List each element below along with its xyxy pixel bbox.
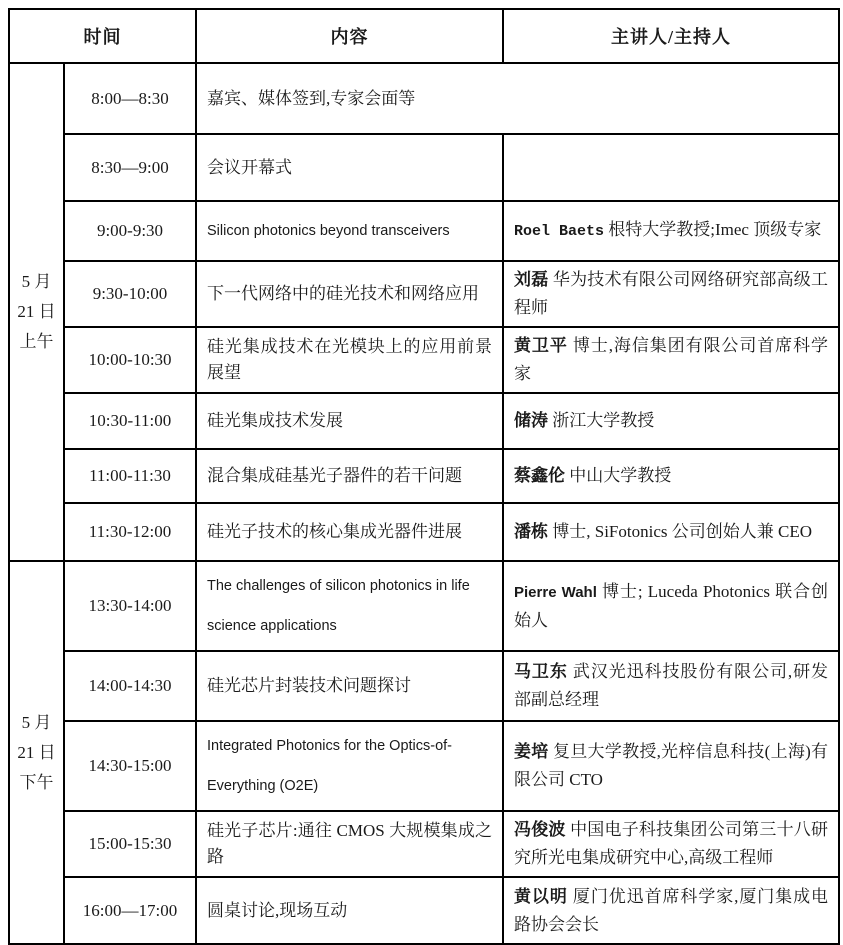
speaker-name: 潘栋 <box>514 522 548 541</box>
content-cell: 嘉宾、媒体签到,专家会面等 <box>196 63 839 134</box>
speaker-name: 刘磊 <box>514 270 549 289</box>
speaker-desc: 中山大学教授 <box>565 466 672 485</box>
table-row <box>9 393 839 449</box>
speaker-cell <box>503 877 839 944</box>
table-row <box>9 201 839 261</box>
speaker-desc: 武汉光迅科技股份有限公司,研发部副总经理 <box>514 662 828 709</box>
table-row <box>9 134 839 201</box>
content-cell: 硅光集成技术发展 <box>196 393 503 449</box>
date-cell-morning <box>9 63 64 561</box>
speaker-desc: 博士, SiFotonics 公司创始人兼 CEO <box>548 522 812 541</box>
table-row <box>9 449 839 503</box>
table-row <box>9 561 839 651</box>
header-content-col: 内容 <box>196 9 503 63</box>
header-row <box>9 9 839 63</box>
time-cell: 13:30-14:00 <box>64 561 196 651</box>
header-time-col: 时间 <box>9 9 196 63</box>
time-cell: 15:00-15:30 <box>64 811 196 877</box>
time-cell: 14:00-14:30 <box>64 651 196 721</box>
agenda-page <box>8 8 840 945</box>
date-line: 21 日 <box>17 302 56 321</box>
time-cell: 8:30—9:00 <box>64 134 196 201</box>
content-cell: The challenges of silicon photonics in life science applications <box>196 561 503 651</box>
table-row <box>9 651 839 721</box>
date-cell-afternoon <box>9 561 64 944</box>
speaker-name: 冯俊波 <box>514 820 566 839</box>
table-row <box>9 877 839 944</box>
date-line: 21 日 <box>17 742 56 762</box>
speaker-cell <box>503 561 839 651</box>
speaker-cell <box>503 134 839 201</box>
table-row <box>9 811 839 877</box>
content-cell: 会议开幕式 <box>196 134 503 201</box>
header-speaker-col: 主讲人/主持人 <box>503 9 839 63</box>
date-line: 5 月 <box>21 712 52 732</box>
table-row <box>9 503 839 561</box>
time-cell: 11:30-12:00 <box>64 503 196 561</box>
content-cell: Integrated Photonics for the Optics-of-Everything (O2E) <box>196 721 503 811</box>
speaker-cell <box>503 651 839 721</box>
speaker-name: Pierre Wahl <box>514 583 597 601</box>
speaker-name: 储涛 <box>514 411 548 430</box>
speaker-name: 黄以明 <box>514 886 568 906</box>
time-cell: 9:30-10:00 <box>64 261 196 327</box>
speaker-desc: 厦门优迅首席科学家,厦门集成电路协会会长 <box>514 886 828 934</box>
time-cell: 8:00—8:30 <box>64 63 196 134</box>
time-cell: 10:30-11:00 <box>64 393 196 449</box>
agenda-table <box>8 8 840 945</box>
speaker-cell <box>503 327 839 393</box>
speaker-cell <box>503 449 839 503</box>
speaker-cell <box>503 503 839 561</box>
speaker-desc: 复旦大学教授,光梓信息科技(上海)有限公司 CTO <box>514 742 829 789</box>
content-cell: Silicon photonics beyond transceivers <box>196 201 503 261</box>
speaker-desc: 根特大学教授;Imec 顶级专家 <box>604 220 822 239</box>
speaker-name: 黄卫平 <box>514 336 568 355</box>
content-cell: 硅光子芯片:通往 CMOS 大规模集成之路 <box>196 811 503 877</box>
content-cell: 圆桌讨论,现场互动 <box>196 877 503 944</box>
content-cell: 混合集成硅基光子器件的若干问题 <box>196 449 503 503</box>
time-cell: 9:00-9:30 <box>64 201 196 261</box>
speaker-desc: 华为技术有限公司网络研究部高级工程师 <box>514 270 829 317</box>
speaker-name: Roel Baets <box>514 223 605 240</box>
speaker-name: 马卫东 <box>514 662 568 681</box>
content-cell: 下一代网络中的硅光技术和网络应用 <box>196 261 503 327</box>
time-cell: 10:00-10:30 <box>64 327 196 393</box>
speaker-name: 姜培 <box>514 742 549 761</box>
speaker-desc: 博士,海信集团有限公司首席科学家 <box>514 336 828 383</box>
speaker-desc: 博士; Luceda Photonics 联合创始人 <box>514 581 828 630</box>
time-cell: 14:30-15:00 <box>64 721 196 811</box>
speaker-cell <box>503 721 839 811</box>
table-row <box>9 261 839 327</box>
speaker-cell <box>503 811 839 877</box>
content-cell: 硅光芯片封装技术问题探讨 <box>196 651 503 721</box>
speaker-name: 蔡鑫伦 <box>514 466 565 485</box>
date-line: 下午 <box>19 772 54 792</box>
speaker-cell <box>503 261 839 327</box>
date-line: 上午 <box>19 332 54 351</box>
speaker-cell <box>503 201 839 261</box>
date-line: 5 月 <box>21 272 52 291</box>
content-cell: 硅光子技术的核心集成光器件进展 <box>196 503 503 561</box>
table-row <box>9 63 839 134</box>
table-row <box>9 327 839 393</box>
speaker-cell <box>503 393 839 449</box>
table-row <box>9 721 839 811</box>
time-cell: 11:00-11:30 <box>64 449 196 503</box>
time-cell: 16:00—17:00 <box>64 877 196 944</box>
speaker-desc: 中国电子科技集团公司第三十八研究所光电集成研究中心,高级工程师 <box>514 820 828 867</box>
content-cell: 硅光集成技术在光模块上的应用前景展望 <box>196 327 503 393</box>
speaker-desc: 浙江大学教授 <box>548 411 655 430</box>
